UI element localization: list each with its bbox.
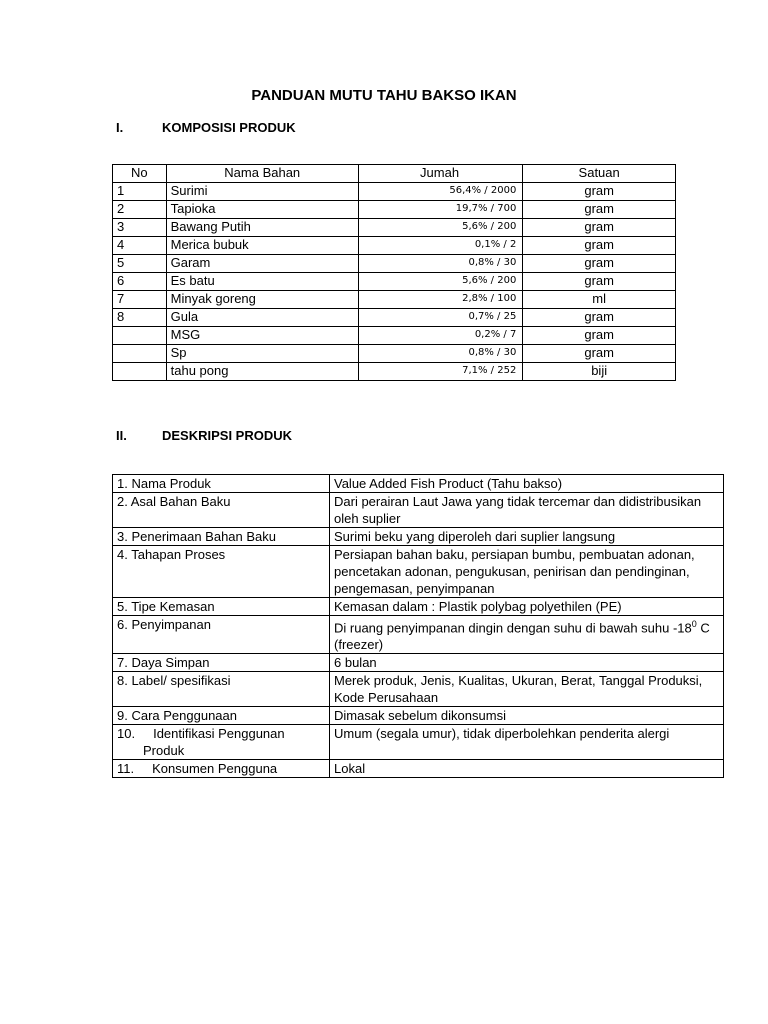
cell-value: Dimasak sebelum dikonsumsi — [330, 707, 724, 725]
table-row — [113, 273, 676, 291]
cell-satuan: biji — [523, 363, 676, 381]
cell-value: Persiapan bahan baku, persiapan bumbu, pembuatan adonan, pencetakan adonan, pengukusan, penirisan dan pendinginan, pengemasan, penyimpanan — [330, 546, 724, 598]
header-nama-bahan: Nama Bahan — [166, 165, 358, 183]
table-row — [113, 183, 676, 201]
cell-value: Dari perairan Laut Jawa yang tidak tercemar dan didistribusikan oleh suplier — [330, 493, 724, 528]
cell-satuan: gram — [523, 237, 676, 255]
table-row — [113, 546, 724, 598]
cell-jumlah: 19,7% / 700 — [358, 201, 522, 219]
cell-no: 6 — [113, 273, 167, 291]
cell-label: 8. Label/ spesifikasi — [113, 672, 330, 707]
table-row — [113, 219, 676, 237]
table-row — [113, 528, 724, 546]
cell-satuan: gram — [523, 255, 676, 273]
cell-label — [113, 760, 330, 778]
cell-label: 9. Cara Penggunaan — [113, 707, 330, 725]
cell-label — [113, 725, 330, 760]
cell-nama: Gula — [166, 309, 358, 327]
table-row — [113, 760, 724, 778]
table-row — [113, 616, 724, 654]
section-label: DESKRIPSI PRODUK — [162, 428, 293, 443]
label-continuation: Produk — [143, 743, 185, 759]
cell-nama: Sp — [166, 345, 358, 363]
section-number: II. — [116, 428, 127, 443]
cell-satuan: gram — [523, 273, 676, 291]
cell-label: 7. Daya Simpan — [113, 654, 330, 672]
cell-nama: Garam — [166, 255, 358, 273]
cell-label: 3. Penerimaan Bahan Baku — [113, 528, 330, 546]
cell-label: 5. Tipe Kemasan — [113, 598, 330, 616]
cell-value: Lokal — [330, 760, 724, 778]
table-row — [113, 237, 676, 255]
table-header-row — [113, 165, 676, 183]
cell-jumlah: 0,7% / 25 — [358, 309, 522, 327]
label-text: Konsumen Pengguna — [152, 761, 278, 777]
cell-value: 6 bulan — [330, 654, 724, 672]
header-jumlah: Jumah — [358, 165, 522, 183]
table-row — [113, 309, 676, 327]
header-no: No — [113, 165, 167, 183]
cell-jumlah: 5,6% / 200 — [358, 219, 522, 237]
cell-satuan: gram — [523, 345, 676, 363]
cell-no: 2 — [113, 201, 167, 219]
section-heading-deskripsi — [116, 428, 292, 443]
cell-value: Umum (segala umur), tidak diperbolehkan penderita alergi — [330, 725, 724, 760]
cell-satuan: gram — [523, 219, 676, 237]
cell-label: 1. Nama Produk — [113, 475, 330, 493]
cell-value — [330, 616, 724, 654]
cell-jumlah: 56,4% / 2000 — [358, 183, 522, 201]
label-number: 10. — [117, 726, 136, 742]
cell-no: 8 — [113, 309, 167, 327]
cell-nama: Es batu — [166, 273, 358, 291]
cell-nama: Tapioka — [166, 201, 358, 219]
cell-jumlah: 2,8% / 100 — [358, 291, 522, 309]
table-row — [113, 672, 724, 707]
cell-jumlah: 0,8% / 30 — [358, 345, 522, 363]
table-row — [113, 598, 724, 616]
header-satuan: Satuan — [523, 165, 676, 183]
cell-value: Surimi beku yang diperoleh dari suplier langsung — [330, 528, 724, 546]
section-number: I. — [116, 120, 124, 135]
cell-jumlah: 7,1% / 252 — [358, 363, 522, 381]
cell-jumlah: 5,6% / 200 — [358, 273, 522, 291]
document-title: PANDUAN MUTU TAHU BAKSO IKAN — [251, 87, 517, 104]
label-number: 11. — [117, 761, 135, 777]
cell-value: Merek produk, Jenis, Kualitas, Ukuran, Berat, Tanggal Produksi, Kode Perusahaan — [330, 672, 724, 707]
table-row — [113, 345, 676, 363]
table-row — [113, 725, 724, 760]
cell-nama: MSG — [166, 327, 358, 345]
cell-no — [113, 345, 167, 363]
cell-no — [113, 327, 167, 345]
cell-no: 1 — [113, 183, 167, 201]
cell-satuan: ml — [523, 291, 676, 309]
cell-jumlah: 0,2% / 7 — [358, 327, 522, 345]
cell-label: 2. Asal Bahan Baku — [113, 493, 330, 528]
cell-no: 3 — [113, 219, 167, 237]
cell-satuan: gram — [523, 309, 676, 327]
cell-jumlah: 0,1% / 2 — [358, 237, 522, 255]
cell-nama: Merica bubuk — [166, 237, 358, 255]
cell-value: Kemasan dalam : Plastik polybag polyethilen (PE) — [330, 598, 724, 616]
cell-jumlah: 0,8% / 30 — [358, 255, 522, 273]
cell-value: Value Added Fish Product (Tahu bakso) — [330, 475, 724, 493]
section-label: KOMPOSISI PRODUK — [162, 120, 296, 135]
table-row — [113, 327, 676, 345]
cell-label: 4. Tahapan Proses — [113, 546, 330, 598]
superscript-degree: 0 — [691, 619, 697, 629]
cell-nama: Bawang Putih — [166, 219, 358, 237]
cell-no: 7 — [113, 291, 167, 309]
table-row — [113, 493, 724, 528]
cell-satuan: gram — [523, 201, 676, 219]
cell-nama: Minyak goreng — [166, 291, 358, 309]
table-row — [113, 654, 724, 672]
composition-table — [112, 164, 676, 381]
table-row — [113, 363, 676, 381]
cell-nama: Surimi — [166, 183, 358, 201]
section-heading-komposisi — [116, 120, 296, 135]
table-row — [113, 201, 676, 219]
cell-no: 5 — [113, 255, 167, 273]
table-row — [113, 255, 676, 273]
table-row — [113, 291, 676, 309]
table-row — [113, 707, 724, 725]
cell-label: 6. Penyimpanan — [113, 616, 330, 654]
cell-no — [113, 363, 167, 381]
cell-no: 4 — [113, 237, 167, 255]
value-text: Di ruang penyimpanan dingin dengan suhu di bawah suhu -18 — [334, 620, 692, 636]
cell-nama: tahu pong — [166, 363, 358, 381]
label-text: Identifikasi Penggunan — [153, 726, 285, 742]
table-row — [113, 475, 724, 493]
description-table — [112, 474, 724, 778]
cell-satuan: gram — [523, 183, 676, 201]
value-text-end: C (freezer) — [334, 620, 710, 653]
cell-satuan: gram — [523, 327, 676, 345]
